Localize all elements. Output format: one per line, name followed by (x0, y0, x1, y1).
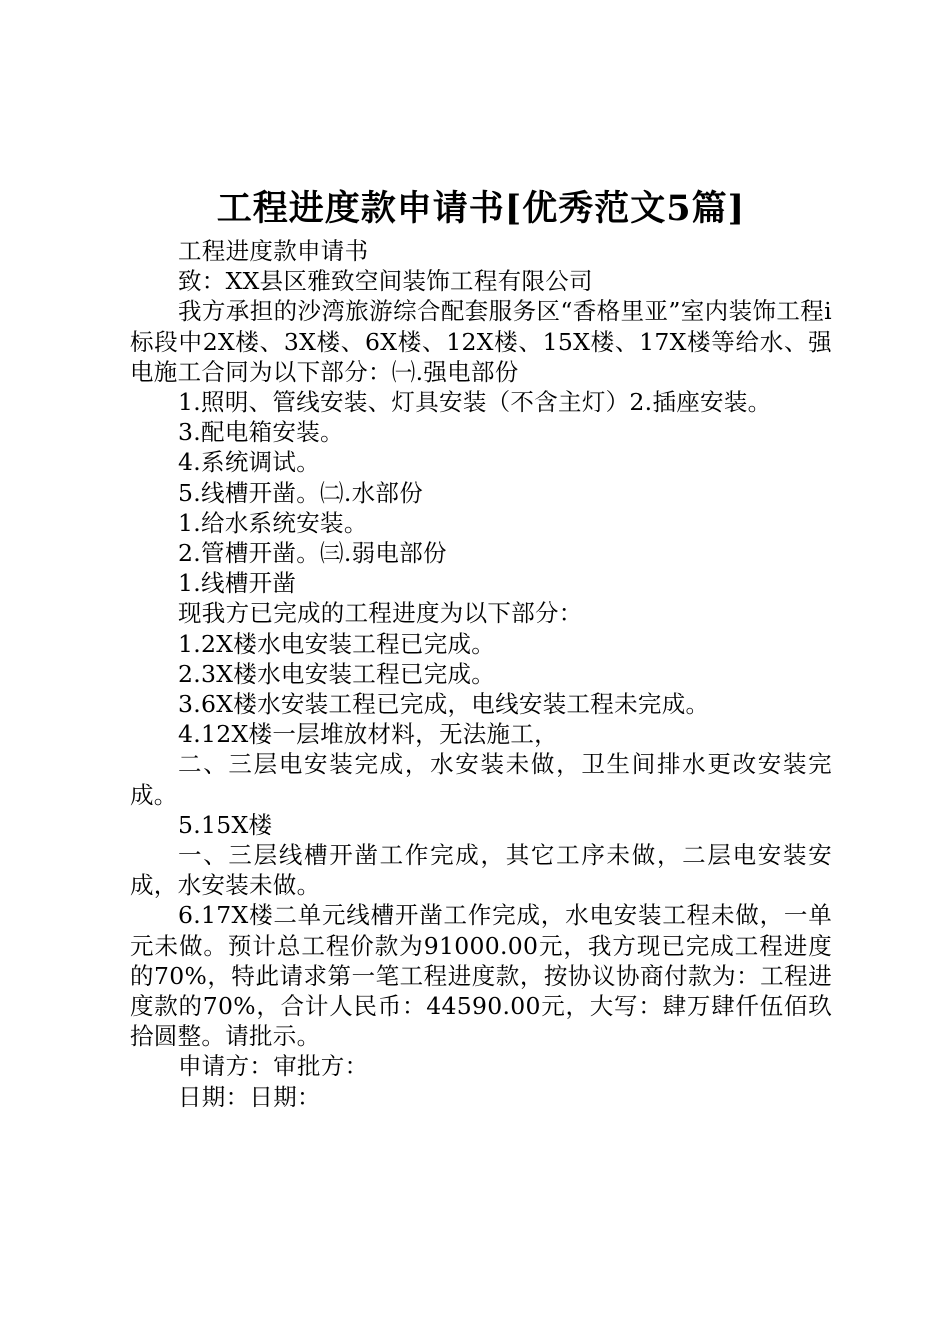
paragraph-item: 1.给水系统安装。 (178, 508, 368, 537)
paragraph-heading: 工程进度款申请书 (178, 237, 369, 265)
document-page (130, 186, 832, 1112)
paragraph-contract-scope: 我方承担的沙湾旅游综合配套服务区“香格里亚”室内装饰工程ⅰ标段中2X楼、3X楼、6X楼、12X楼、15X楼、17X楼等给水、强电施工合同为以下部分：㈠.强电部份 (130, 297, 832, 386)
paragraph-progress-item: 5.15X楼 (178, 810, 273, 839)
paragraph-progress-item: 2.3X楼水电安装工程已完成。 (178, 659, 496, 688)
paragraph-progress-item: 3.6X楼水安装工程已完成，电线安装工程未完成。 (178, 690, 710, 719)
paragraph-progress-item: 4.12X楼一层堆放材料，无法施工， (178, 720, 558, 749)
document-title: 工程进度款申请书[优秀范文5篇] (216, 188, 746, 229)
paragraph-progress-intro: 现我方已完成的工程进度为以下部分： (178, 599, 583, 628)
paragraph-item: 3.配电箱安装。 (178, 418, 344, 447)
paragraph-item: 1.照明、管线安装、灯具安装（不含主灯）2.插座安装。 (178, 388, 772, 417)
paragraph-item: 4.系统调试。 (178, 448, 321, 477)
paragraph-recipient: 致：XX县区雅致空间装饰工程有限公司 (178, 267, 593, 296)
paragraph-progress-detail: 一、三层线槽开凿工作完成，其它工序未做，二层电安装安成，水安装未做。 (130, 841, 832, 900)
paragraph-item: 5.线槽开凿。㈡.水部份 (178, 478, 423, 507)
paragraph-signatures: 申请方：审批方： (178, 1052, 369, 1081)
paragraph-progress-detail: 二、三层电安装完成，水安装未做，卫生间排水更改安装完成。 (130, 750, 832, 809)
paragraph-item: 2.管槽开凿。㈢.弱电部份 (178, 539, 447, 568)
paragraph-dates: 日期：日期： (178, 1082, 321, 1111)
paragraph-payment-request: 6.17X楼二单元线槽开凿工作完成，水电安装工程未做，一单元未做。预计总工程价款为91000.00元，我方现已完成工程进度的70%，特此请求第一笔工程进度款，按协议协商付款为：工程进度款的70%，合计人民币：44590.00元，大写：肆万肆仟伍佰玖拾圆整。请批示。 (130, 901, 832, 1051)
paragraph-progress-item: 1.2X楼水电安装工程已完成。 (178, 629, 496, 658)
paragraph-item: 1.线槽开凿 (178, 569, 297, 598)
